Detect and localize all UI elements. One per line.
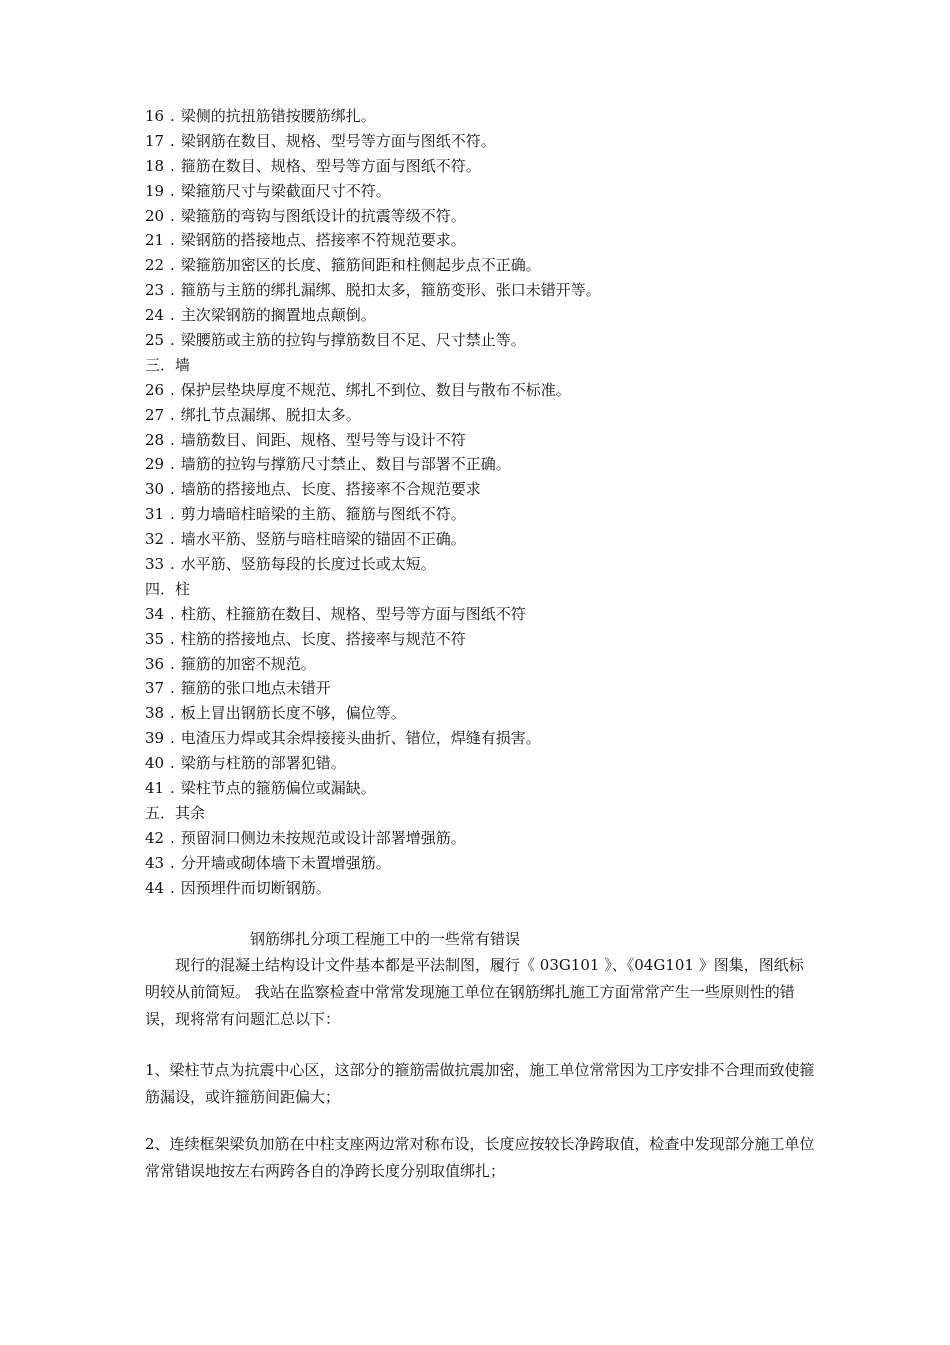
list-item xyxy=(145,776,845,801)
list-item-number: 28 xyxy=(145,430,165,449)
list-item-text: 墙筋的拉钩与撑筋尺寸禁止、数目与部署不正确。 xyxy=(180,455,511,474)
list-item-separator: . xyxy=(170,704,175,723)
list-item-text: 柱筋的搭接地点、长度、搭接率与规范不符 xyxy=(180,629,466,648)
list-item-text: 墙筋数目、间距、规格、型号等与设计不符 xyxy=(180,430,466,449)
list-item xyxy=(145,104,845,129)
list-item xyxy=(145,477,845,502)
list-item-number: 21 xyxy=(145,231,165,250)
list-item-text: 墙水平筋、竖筋与暗柱暗梁的锚固不正确。 xyxy=(180,530,466,549)
list-item xyxy=(145,676,845,701)
list-item-text: 梁柱节点的箍筋偏位或漏缺。 xyxy=(180,779,376,798)
list-item-separator: . xyxy=(170,256,175,275)
article-paragraph-2: 2、连续框架梁负加筋在中柱支座两边常对称布设，长度应按较长净跨取值，检查中发现部分施工单位常常错误地按左右两跨各自的净跨长度分别取值绑扎； xyxy=(145,1135,815,1180)
list-item-text: 箍筋与主筋的绑扎漏绑、脱扣太多，箍筋变形、张口未错开等。 xyxy=(180,281,601,300)
list-item-text: 梁箍筋加密区的长度、箍筋间距和柱侧起步点不正确。 xyxy=(180,256,541,275)
error-list xyxy=(145,104,845,901)
list-item-separator: . xyxy=(170,604,175,623)
list-item-number: 20 xyxy=(145,206,165,225)
list-item xyxy=(145,527,845,552)
list-item-text: 箍筋在数目、规格、型号等方面与图纸不符。 xyxy=(180,156,481,175)
list-item-text: 因预埋件而切断钢筋。 xyxy=(180,878,331,897)
article xyxy=(145,926,815,1185)
article-intro: 现行的混凝土结构设计文件基本都是平法制图，履行《 03G101 》、《04G101 》图集，图纸标明较从前简短。 我站在监察检查中常常发现施工单位在钢筋绑扎施工方面常常产生一些原则性的错误，现将常有问题汇总以下： xyxy=(145,956,804,1028)
list-item-number: 44 xyxy=(145,878,165,897)
list-item-text: 分开墙或砌体墙下未置增强筋。 xyxy=(180,853,391,872)
list-item-number: 37 xyxy=(145,679,165,698)
list-item xyxy=(145,726,845,751)
list-item-separator: . xyxy=(170,878,175,897)
list-item-separator: . xyxy=(170,629,175,648)
list-item-separator: . xyxy=(170,281,175,300)
list-item-number: 16 xyxy=(145,107,165,125)
list-item-number: 19 xyxy=(145,181,165,200)
list-item xyxy=(145,701,845,726)
article-title: 钢筋绑扎分项工程施工中的一些常有错误 xyxy=(250,930,521,948)
list-item-number: 38 xyxy=(145,704,165,723)
list-item-separator: . xyxy=(170,754,175,773)
list-item-text: 柱筋、柱箍筋在数目、规格、型号等方面与图纸不符 xyxy=(180,604,526,623)
list-item xyxy=(145,179,845,204)
list-item-separator: . xyxy=(170,505,175,524)
list-item xyxy=(145,378,845,403)
list-item-text: 预留洞口侧边未按规范或设计部署增强筋。 xyxy=(180,828,466,847)
list-item xyxy=(145,751,845,776)
section-heading: 三．墙 xyxy=(145,355,191,374)
list-item-text: 梁箍筋的弯钩与图纸设计的抗震等级不符。 xyxy=(180,206,466,225)
list-item-separator: . xyxy=(170,853,175,872)
list-item xyxy=(145,328,845,353)
list-item-number: 31 xyxy=(145,505,165,524)
list-item-separator: . xyxy=(170,306,175,325)
list-item xyxy=(145,851,845,876)
list-item xyxy=(145,452,845,477)
list-item-text: 梁钢筋的搭接地点、搭接率不符规范要求。 xyxy=(180,231,466,250)
list-item-separator: . xyxy=(170,555,175,574)
list-item-separator: . xyxy=(170,107,175,125)
list-item xyxy=(145,253,845,278)
list-item-number: 24 xyxy=(145,306,165,325)
list-item-separator: . xyxy=(170,331,175,350)
list-item-text: 梁钢筋在数目、规格、型号等方面与图纸不符。 xyxy=(180,131,496,150)
list-item-number: 35 xyxy=(145,629,165,648)
list-item-separator: . xyxy=(170,729,175,748)
list-item xyxy=(145,428,845,453)
list-item-number: 33 xyxy=(145,555,165,574)
list-item-text: 梁腰筋或主筋的拉钩与撑筋数目不足、尺寸禁止等。 xyxy=(180,331,526,350)
list-item-separator: . xyxy=(170,156,175,175)
list-item-separator: . xyxy=(170,828,175,847)
list-item-text: 梁侧的抗扭筋错按腰筋绑扎。 xyxy=(180,107,376,125)
list-item-number: 34 xyxy=(145,604,165,623)
section-heading: 五．其余 xyxy=(145,803,206,822)
list-item-number: 22 xyxy=(145,256,165,275)
list-item xyxy=(145,154,845,179)
list-item-number: 23 xyxy=(145,281,165,300)
list-item-number: 26 xyxy=(145,380,165,399)
list-item xyxy=(145,204,845,229)
list-item-separator: . xyxy=(170,181,175,200)
list-item xyxy=(145,502,845,527)
list-item-separator: . xyxy=(170,455,175,474)
article-paragraph-1: 1、梁柱节点为抗震中心区，这部分的箍筋需做抗震加密，施工单位常常因为工序安排不合理而致使箍筋漏设，或许箍筋间距偏大； xyxy=(145,1061,815,1106)
list-item-text: 保护层垫块厚度不规范、绑扎不到位、数目与散布不标准。 xyxy=(180,380,571,399)
list-item-text: 墙筋的搭接地点、长度、搭接率不合规范要求 xyxy=(180,480,481,499)
list-item-text: 绑扎节点漏绑、脱扣太多。 xyxy=(180,405,361,424)
list-item xyxy=(145,826,845,851)
list-item-separator: . xyxy=(170,231,175,250)
list-item-number: 29 xyxy=(145,455,165,474)
list-item xyxy=(145,552,845,577)
list-item-text: 剪力墙暗柱暗梁的主筋、箍筋与图纸不符。 xyxy=(180,505,466,524)
list-item-separator: . xyxy=(170,206,175,225)
list-item-separator: . xyxy=(170,380,175,399)
list-item-number: 39 xyxy=(145,729,165,748)
list-item-number: 41 xyxy=(145,779,165,798)
list-item xyxy=(145,129,845,154)
list-item xyxy=(145,627,845,652)
list-item-number: 18 xyxy=(145,156,165,175)
list-item-text: 箍筋的加密不规范。 xyxy=(180,654,316,673)
list-item-text: 板上冒出钢筋长度不够，偏位等。 xyxy=(180,704,406,723)
list-item-number: 17 xyxy=(145,131,165,150)
list-item xyxy=(145,303,845,328)
list-item-number: 42 xyxy=(145,828,165,847)
list-item-number: 36 xyxy=(145,654,165,673)
list-item-number: 40 xyxy=(145,754,165,773)
list-item-separator: . xyxy=(170,779,175,798)
list-item xyxy=(145,278,845,303)
list-item-number: 25 xyxy=(145,331,165,350)
list-item-separator: . xyxy=(170,131,175,150)
section-heading: 四．柱 xyxy=(145,579,191,598)
list-item-text: 主次梁钢筋的搁置地点颠倒。 xyxy=(180,306,376,325)
list-item xyxy=(145,602,845,627)
list-item-separator: . xyxy=(170,654,175,673)
list-item-number: 32 xyxy=(145,530,165,549)
list-item-text: 箍筋的张口地点未错开 xyxy=(180,679,331,698)
list-item-separator: . xyxy=(170,430,175,449)
list-item-number: 43 xyxy=(145,853,165,872)
list-item-number: 30 xyxy=(145,480,165,499)
list-item xyxy=(145,403,845,428)
list-item-separator: . xyxy=(170,530,175,549)
list-item-separator: . xyxy=(170,480,175,499)
list-item-number: 27 xyxy=(145,405,165,424)
list-item-text: 梁筋与柱筋的部署犯错。 xyxy=(180,754,346,773)
list-item-text: 电渣压力焊或其余焊接接头曲折、错位，焊缝有损害。 xyxy=(180,729,541,748)
list-item xyxy=(145,876,845,901)
list-item-separator: . xyxy=(170,405,175,424)
list-item-text: 水平筋、竖筋每段的长度过长或太短。 xyxy=(180,555,436,574)
list-item-text: 梁箍筋尺寸与梁截面尺寸不符。 xyxy=(180,181,391,200)
list-item-separator: . xyxy=(170,679,175,698)
list-item xyxy=(145,228,845,253)
list-item xyxy=(145,652,845,677)
